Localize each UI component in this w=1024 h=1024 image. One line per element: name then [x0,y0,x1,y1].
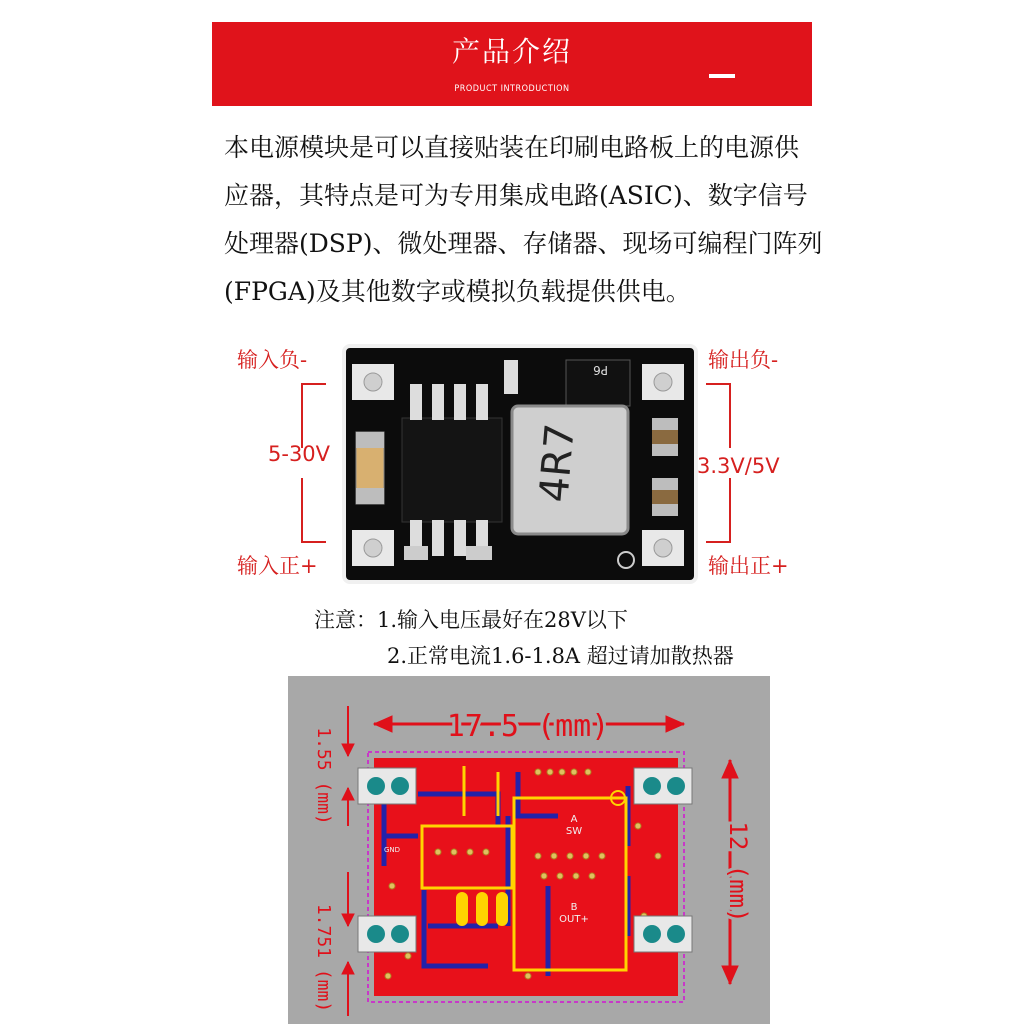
top-offset-dimension [342,706,354,826]
label-output-positive: 输出正+ [708,554,789,578]
label-output-voltage: 3.3V/5V [697,454,780,478]
banner-divider [709,74,735,78]
intro-line: 应器，其特点是可为专用集成电路(ASIC)、数字信号 [224,181,808,210]
banner-subtitle: PRODUCT INTRODUCTION [454,84,570,94]
top-offset-label: 1.55 (mm) [313,727,334,825]
bottom-offset-dimension [342,872,354,1016]
label-output-negative: 输出负- [708,348,779,372]
terminal-pad [358,916,416,952]
label-input-positive: 输入正+ [237,554,318,578]
intro-line: 处理器(DSP)、微处理器、存储器、现场可编程门阵列 [224,229,823,258]
silkscreen-gnd: GND [384,846,401,854]
inductor-marking: 4R7 [531,421,584,505]
banner-title: 产品介绍 [451,35,572,68]
bottom-offset-label: 1.751 (mm) [313,903,334,1013]
header-banner [212,22,812,106]
dimension-brackets [296,380,736,550]
silkscreen-out: B OUT+ [559,902,589,925]
label-input-negative: 输入负- [237,348,308,372]
note-line-2: 2.正常电流1.6-1.8A 超过请加散热器 [387,644,734,668]
silkscreen-sw: A SW [565,814,583,837]
height-dimension-label: 12 (mm) [724,821,752,923]
product-intro [224,124,823,316]
terminal-pad [634,768,692,804]
terminal-pad [358,768,416,804]
chip-marking: P6 [593,363,608,377]
terminal-pad [634,916,692,952]
width-dimension-label: 17.5 (mm) [446,709,610,744]
intro-line: (FPGA)及其他数字或模拟负载提供供电。 [224,277,691,306]
pcb-diagram [288,676,770,1024]
intro-line: 本电源模块是可以直接贴装在印刷电路板上的电源供 [224,133,800,162]
label-input-voltage: 5-30V [268,442,331,466]
note-line-1: 注意：1.输入电压最好在28V以下 [314,608,628,632]
